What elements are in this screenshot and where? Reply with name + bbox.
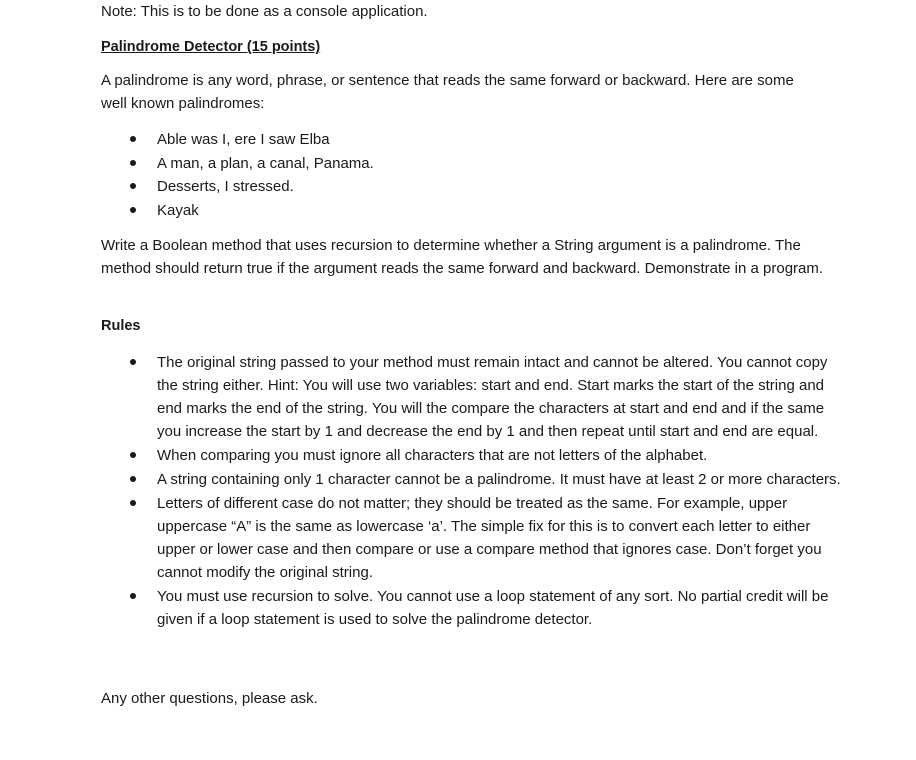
intro-paragraph: A palindrome is any word, phrase, or sentence that reads the same forward or backward. Here are some well known palindromes: — [101, 72, 794, 112]
list-item: When comparing you must ignore all characters that are not letters of the alphabet. — [101, 444, 841, 467]
rules-list — [101, 351, 841, 632]
list-item: Letters of different case do not matter; they should be treated as the same. For example, upper uppercase “A” is the same as lowercase ‘a’. The simple fix for this is to convert each letter to either upper or lower case and then compare or use a compare method that ignores case. Don’t forget you cannot modify the original string. — [101, 492, 841, 584]
list-item: Kayak — [101, 199, 374, 223]
closing-text: Any other questions, please ask. — [101, 690, 318, 707]
list-item: Able was I, ere I saw Elba — [101, 128, 374, 152]
task-paragraph: Write a Boolean method that uses recursion to determine whether a String argument is a palindrome. The method should return true if the argument reads the same forward and backward. Demonstrate in a program. — [101, 237, 824, 277]
list-item: A string containing only 1 character cannot be a palindrome. It must have at least 2 or more characters. — [101, 468, 841, 491]
list-item: The original string passed to your method must remain intact and cannot be altered. You cannot copy the string either. Hint: You will use two variables: start and end. Start marks the start of the string and end marks the end of the string. You will the compare the characters at start and end and if the same you increase the start by 1 and decrease the end by 1 and then repeat until start and end are equal. — [101, 351, 841, 443]
palindrome-examples-list — [101, 128, 374, 222]
rules-heading: Rules — [101, 318, 141, 334]
list-item: A man, a plan, a canal, Panama. — [101, 152, 374, 176]
note-text: Note: This is to be done as a console application. — [101, 3, 428, 20]
list-item: Desserts, I stressed. — [101, 175, 374, 199]
section-heading: Palindrome Detector (15 points) — [101, 39, 321, 55]
list-item: You must use recursion to solve. You cannot use a loop statement of any sort. No partial credit will be given if a loop statement is used to solve the palindrome detector. — [101, 585, 841, 631]
